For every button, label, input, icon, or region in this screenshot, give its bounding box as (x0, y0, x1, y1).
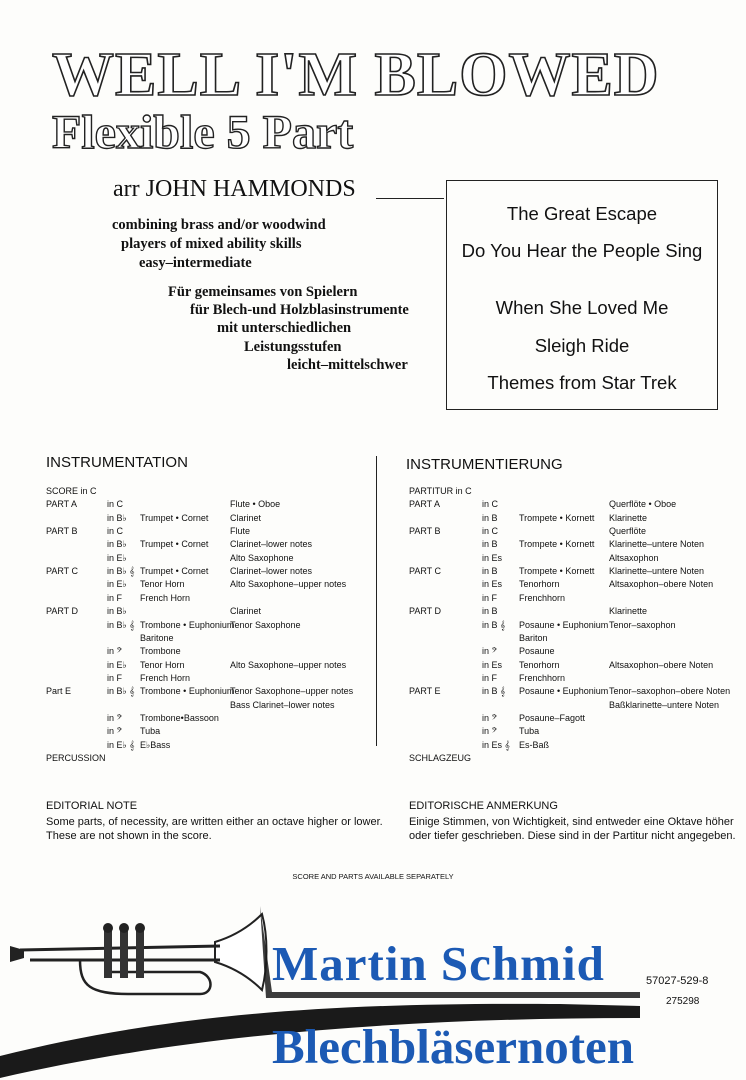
instrumentierung-cell: Posaune (519, 646, 555, 657)
availability-note: SCORE AND PARTS AVAILABLE SEPARATELY (292, 872, 454, 881)
instrumentation-cell: Trumpet • Cornet (140, 539, 209, 550)
instrumentierung-cell: in Es 𝄞 (482, 739, 510, 750)
brand-name: Martin Schmid (272, 936, 605, 991)
instrumentation-cell: in B♭ (107, 539, 127, 550)
instrumentation-cell: in B♭ 𝄞 (107, 566, 135, 577)
instrumentierung-cell: Bariton (519, 632, 548, 643)
instrumentation-cell: Clarinet–lower notes (230, 539, 313, 550)
instrumentation-cell: Trombone•Bassoon (140, 712, 219, 723)
german-desc-line: mit unterschiedlichen (217, 320, 352, 336)
editorische-anmerkung-text (409, 815, 736, 843)
isbn: 57027-529-8 (646, 975, 709, 987)
instrumentierung-cell: in C (482, 499, 499, 510)
instrumentierung-cell: Posaune • Euphonium (519, 619, 609, 630)
instrumentierung-cell: PART B (409, 526, 441, 537)
instrumentation-cell: in 𝄢 (107, 646, 123, 657)
instrumentation-cell: in E♭ (107, 579, 127, 590)
instrumentation-cell: Clarinet–lower notes (230, 566, 313, 577)
german-desc-line: leicht–mittelschwer (287, 357, 408, 373)
instrumentierung-cell: in 𝄢 (482, 712, 498, 723)
instrumentierung-cell: Tuba (519, 726, 540, 737)
instrumentierung-cell: Tenorhorn (519, 659, 560, 670)
instrumentation-cell: Flute • Oboe (230, 499, 281, 510)
instrumentierung-cell: in F (482, 672, 498, 683)
instrumentierung-cell: in B 𝄞 (482, 686, 506, 697)
instrumentierung-cell: Altsaxophon (609, 552, 659, 563)
instrumentierung-cell: SCHLAGZEUG (409, 753, 472, 763)
instrumentation-cell: E♭Bass (140, 739, 171, 750)
instrumentierung-cell: in Es (482, 659, 503, 670)
instrumentation-cell: in B♭ 𝄞 (107, 686, 135, 697)
instrumentation-cell: Alto Saxophone–upper notes (230, 659, 347, 670)
instrumentierung-cell: Posaune • Euphonium (519, 686, 609, 697)
instrumentierung-cell: Trompete • Kornett (519, 539, 595, 550)
instrumentation-cell: Tenor Horn (140, 659, 185, 670)
editorial-note-line: Some parts, of necessity, are written either an octave higher or lower. (46, 816, 383, 828)
german-desc-line: für Blech-und Holzblasinstrumente (190, 302, 409, 318)
instrumentierung-cell: Klarinette–untere Noten (609, 539, 705, 550)
instrumentierung-cell: Frenchhorn (519, 592, 566, 603)
column-divider (376, 456, 377, 746)
instrumentierung-cell: in B (482, 512, 498, 523)
instrumentation-cell: Trombone • Euphonium (140, 686, 235, 697)
german-desc-line: Für gemeinsames von Spielern (168, 284, 358, 300)
instrumentation-cell: PART C (46, 566, 79, 577)
barcode-digits: 275298 (666, 996, 700, 1007)
instrumentierung-heading: INSTRUMENTIERUNG (406, 456, 563, 473)
editorische-anmerkung-line: Einige Stimmen, von Wichtigkeit, sind entweder eine Oktave höher (409, 816, 734, 828)
editorische-anmerkung-line: oder tiefer geschrieben. Diese sind in der Partitur nicht angegeben. (409, 830, 736, 842)
instrumentation-cell: Tuba (140, 726, 161, 737)
instrumentierung-cell: Klarinette–untere Noten (609, 566, 705, 577)
piece-title: Do You Hear the People Sing (461, 240, 703, 261)
instrumentation-cell: Trombone • Euphonium (140, 619, 235, 630)
instrumentation-cell: PERCUSSION (46, 753, 106, 763)
instrumentation-cell: in B♭ (107, 606, 127, 617)
instrumentation-cell: Bass Clarinet–lower notes (230, 699, 335, 710)
instrumentation-cell: Trombone (140, 646, 181, 657)
instrumentation-cell: PART B (46, 526, 78, 537)
instrumentierung-cell: Altsaxophon–obere Noten (609, 659, 714, 670)
instrumentation-cell: in E♭ (107, 659, 127, 670)
instrumentierung-cell: in C (482, 526, 499, 537)
arranger: arr JOHN HAMMONDS (113, 176, 356, 202)
instrumentierung-cell: Frenchhorn (519, 672, 566, 683)
instrumentation-cell: in 𝄢 (107, 726, 123, 737)
instrumentation-cell: Alto Saxophone (230, 552, 294, 563)
pieces-box (446, 180, 718, 410)
instrumentation-cell: in E♭ (107, 552, 127, 563)
english-desc-line: combining brass and/or woodwind (112, 217, 326, 233)
instrumentierung-cell: in Es (482, 552, 503, 563)
instrumentation-cell: Tenor Saxophone (230, 619, 301, 630)
instrumentierung-cell: Tenor–saxophon (609, 619, 676, 630)
instrumentierung-cell: in B (482, 566, 498, 577)
instrumentation-cell: in C (107, 526, 124, 537)
instrumentierung-cell: Trompete • Kornett (519, 512, 595, 523)
piece-title: When She Loved Me (495, 297, 669, 318)
piece-title: Themes from Star Trek (487, 372, 677, 393)
instrumentation-cell: in 𝄢 (107, 712, 123, 723)
editorial-note-line: These are not shown in the score. (46, 830, 212, 842)
instrumentierung-cell: PART A (409, 499, 441, 510)
piece-title: Sleigh Ride (534, 335, 630, 356)
instrumentation-cell: in B♭ (107, 512, 127, 523)
instrumentierung-cell: Querflöte • Oboe (609, 499, 677, 510)
instrumentierung-cell: PART D (409, 606, 442, 617)
instrumentation-cell: in F (107, 672, 123, 683)
title: WELL I'M BLOWED (52, 41, 660, 109)
instrumentierung-cell: in B 𝄞 (482, 619, 506, 630)
instrumentation-cell: Clarinet (230, 606, 262, 617)
english-desc-line: players of mixed ability skills (121, 236, 302, 252)
instrumentierung-cell: Trompete • Kornett (519, 566, 595, 577)
instrumentierung-cell: PART C (409, 566, 442, 577)
instrumentation-cell: French Horn (140, 672, 191, 683)
instrumentation-cell: Alto Saxophone–upper notes (230, 579, 347, 590)
instrumentierung-cell: Altsaxophon–obere Noten (609, 579, 714, 590)
instrumentation-cell: Tenor Saxophone–upper notes (230, 686, 354, 697)
editorial-note-text (46, 815, 383, 843)
arranger-rule (376, 198, 444, 199)
instrumentierung-cell: in B (482, 606, 498, 617)
german-desc-line: Leistungsstufen (244, 339, 342, 355)
instrumentation-cell: Trumpet • Cornet (140, 566, 209, 577)
instrumentierung-cell: in Es (482, 579, 503, 590)
brand-subtitle: Blechbläsernoten (272, 1019, 635, 1074)
instrumentierung-cell: Baßklarinette–untere Noten (609, 699, 720, 710)
english-desc-line: easy–intermediate (139, 255, 252, 271)
instrumentation-cell: Trumpet • Cornet (140, 512, 209, 523)
instrumentierung-cell: in F (482, 592, 498, 603)
instrumentation-cell: SCORE in C (46, 486, 97, 496)
subtitle: Flexible 5 Part (52, 106, 354, 159)
instrumentation-cell: Flute (230, 526, 251, 537)
instrumentation-cell: PART D (46, 606, 79, 617)
instrumentierung-cell: Querflöte (609, 526, 647, 537)
instrumentierung-cell: Es-Baß (519, 739, 550, 750)
instrumentierung-cell: Klarinette (609, 512, 648, 523)
instrumentierung-cell: Klarinette (609, 606, 648, 617)
editorial-note-heading: EDITORIAL NOTE (46, 800, 138, 812)
piece-title: The Great Escape (506, 203, 658, 224)
instrumentation-cell: Part E (46, 686, 72, 697)
instrumentation-cell: in B♭ 𝄞 (107, 619, 135, 630)
instrumentierung-cell: Tenor–saxophon–obere Noten (609, 686, 731, 697)
instrumentation-cell: in E♭ 𝄞 (107, 739, 135, 750)
instrumentation-heading: INSTRUMENTATION (46, 454, 188, 471)
instrumentierung-cell: in 𝄢 (482, 646, 498, 657)
instrumentation-cell: in C (107, 499, 124, 510)
instrumentation-cell: in F (107, 592, 123, 603)
editorische-anmerkung-heading: EDITORISCHE ANMERKUNG (409, 800, 558, 812)
instrumentierung-cell: Posaune–Fagott (519, 712, 586, 723)
instrumentierung-cell: in 𝄢 (482, 726, 498, 737)
instrumentation-cell: PART A (46, 499, 78, 510)
instrumentation-cell: Tenor Horn (140, 579, 185, 590)
instrumentierung-cell: PARTITUR in C (409, 486, 472, 496)
instrumentation-cell: French Horn (140, 592, 191, 603)
instrumentierung-cell: Tenorhorn (519, 579, 560, 590)
instrumentierung-cell: PART E (409, 686, 441, 697)
instrumentation-cell: Baritone (140, 632, 174, 643)
instrumentation-cell: Clarinet (230, 512, 262, 523)
instrumentierung-cell: in B (482, 539, 498, 550)
